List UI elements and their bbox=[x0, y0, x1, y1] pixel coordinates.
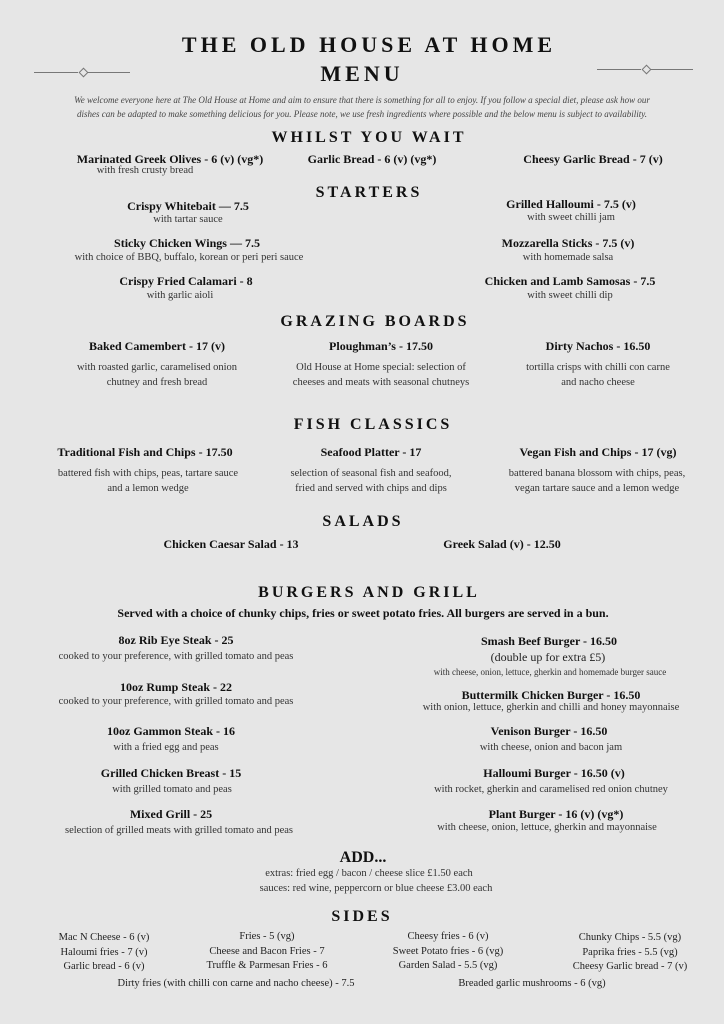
menu-item-name: Grilled Chicken Breast - 15 bbox=[100, 766, 242, 780]
menu-item-name: Plant Burger - 16 (v) (vg*) bbox=[488, 807, 624, 821]
add-sauces: sauces: red wine, peppercorn or blue cheese £3.00 each bbox=[259, 883, 493, 894]
intro-text: We welcome everyone here at The Old House at Home and aim to ensure that there is something for all to enjoy. If you follow a special diet, please ask how our dishes can be adapted to make something delicious for you. Please note, we use fresh ingredients where possible and the below menu is subject to availability. bbox=[74, 95, 650, 119]
menu-item-desc: tortilla crisps with chilli con carne and nacho cheese bbox=[526, 362, 670, 388]
menu-item-desc: with cheese, onion, lettuce, gherkin and homemade burger sauce bbox=[433, 667, 667, 677]
menu-item-name: Dirty Nachos - 16.50 bbox=[545, 339, 651, 353]
menu-item-desc: cooked to your preference, with grilled tomato and peas bbox=[58, 651, 294, 662]
menu-item-name: Halloumi Burger - 16.50 (v) bbox=[483, 766, 625, 780]
section-burgers-heading: BURGERS AND GRILL bbox=[258, 584, 480, 601]
menu-subtitle: MENU bbox=[320, 61, 404, 86]
menu-item-extra: (double up for extra £5) bbox=[490, 650, 606, 664]
menu-item-name: Chicken Caesar Salad - 13 bbox=[163, 537, 299, 551]
side-item: Mac N Cheese - 6 (v) bbox=[58, 932, 150, 943]
menu-item-desc: battered fish with chips, peas, tartare sauce and a lemon wedge bbox=[57, 468, 239, 494]
menu-item-name: Chicken and Lamb Samosas - 7.5 bbox=[484, 274, 656, 288]
menu-item-name: Crispy Fried Calamari - 8 bbox=[119, 274, 253, 288]
side-item: Truffle & Parmesan Fries - 6 bbox=[206, 960, 328, 971]
menu-item-desc: with grilled tomato and peas bbox=[112, 784, 232, 795]
section-salads-heading: SALADS bbox=[322, 513, 404, 530]
menu-item-desc: selection of seasonal fish and seafood, fried and served with chips and dips bbox=[290, 468, 452, 494]
menu-item-name: Traditional Fish and Chips - 17.50 bbox=[57, 445, 233, 459]
sides-column-2 bbox=[206, 930, 327, 974]
menu-item-desc: with cheese, onion and bacon jam bbox=[479, 742, 623, 753]
side-item: Fries - 5 (vg) bbox=[239, 931, 295, 942]
menu-item-name: Ploughman’s - 17.50 bbox=[329, 339, 433, 353]
menu-item-desc: with rocket, gherkin and caramelised red onion chutney bbox=[434, 784, 668, 795]
side-item: Haloumi fries - 7 (v) bbox=[60, 946, 148, 958]
section-whilst-heading: WHILST YOU WAIT bbox=[271, 129, 467, 146]
menu-item-name: 8oz Rib Eye Steak - 25 bbox=[118, 633, 234, 647]
menu-item-name: Smash Beef Burger - 16.50 bbox=[480, 634, 618, 648]
side-item: Cheesy Garlic bread - 7 (v) bbox=[572, 961, 688, 972]
menu-item-name: Vegan Fish and Chips - 17 (vg) bbox=[519, 445, 677, 459]
menu-item-desc: with roasted garlic, caramelised onion chutney and fresh bread bbox=[76, 362, 238, 388]
menu-item-desc: with tartar sauce bbox=[153, 214, 223, 225]
section-starters-heading: STARTERS bbox=[315, 184, 423, 201]
side-item: Sweet Potato fries - 6 (vg) bbox=[392, 945, 504, 957]
menu-item-name: Mixed Grill - 25 bbox=[129, 807, 213, 821]
menu-item-desc: with cheese, onion, lettuce, gherkin and mayonnaise bbox=[437, 822, 657, 833]
side-item: Paprika fries - 5.5 (vg) bbox=[582, 946, 678, 958]
menu-item-name: Garlic Bread - 6 (v) (vg*) bbox=[307, 152, 437, 166]
menu-item-name: Greek Salad (v) - 12.50 bbox=[443, 537, 561, 551]
burgers-note: Served with a choice of chunky chips, fries or sweet potato fries. All burgers are served in a bun. bbox=[117, 606, 609, 620]
menu-item-name: Cheesy Garlic Bread - 7 (v) bbox=[523, 152, 663, 166]
menu-item-desc: selection of grilled meats with grilled tomato and peas bbox=[64, 825, 294, 836]
menu-item-name: Baked Camembert - 17 (v) bbox=[89, 339, 225, 353]
side-item: Chunky Chips - 5.5 (vg) bbox=[578, 932, 682, 943]
side-item: Garden Salad - 5.5 (vg) bbox=[398, 960, 498, 971]
side-item: Cheese and Bacon Fries - 7 bbox=[209, 945, 325, 957]
side-item: Breaded garlic mushrooms - 6 (vg) bbox=[458, 978, 606, 989]
menu-item-name: Mozzarella Sticks - 7.5 (v) bbox=[501, 236, 635, 250]
menu-item-desc: with garlic aioli bbox=[146, 290, 214, 301]
menu-item-desc: with sweet chilli dip bbox=[527, 290, 613, 301]
menu-item-desc: Old House at Home special: selection of cheeses and meats with seasonal chutneys bbox=[292, 362, 470, 388]
side-item: Cheesy fries - 6 (v) bbox=[407, 931, 489, 942]
menu-item-desc: with sweet chilli jam bbox=[527, 212, 615, 223]
menu-item-desc: with onion, lettuce, gherkin and chilli and honey mayonnaise bbox=[422, 702, 680, 713]
menu-item-desc: with fresh crusty bread bbox=[96, 165, 194, 176]
side-item: Garlic bread - 6 (v) bbox=[63, 961, 145, 972]
menu-item-desc: battered banana blossom with chips, peas, vegan tartare sauce and a lemon wedge bbox=[508, 468, 686, 494]
menu-item-name: Sticky Chicken Wings — 7.5 bbox=[114, 236, 260, 250]
menu-item-desc: cooked to your preference, with grilled tomato and peas bbox=[58, 696, 294, 707]
sides-column-3 bbox=[393, 930, 504, 974]
menu-item-name: 10oz Rump Steak - 22 bbox=[119, 680, 233, 694]
menu-title: THE OLD HOUSE AT HOME bbox=[181, 32, 557, 57]
section-fish-heading: FISH CLASSICS bbox=[293, 416, 453, 433]
menu-item-name: Buttermilk Chicken Burger - 16.50 bbox=[461, 688, 641, 702]
menu-item-desc: with choice of BBQ, buffalo, korean or peri peri sauce bbox=[74, 252, 304, 263]
menu-item-name: Venison Burger - 16.50 bbox=[490, 724, 608, 738]
menu-item-name: Seafood Platter - 17 bbox=[320, 445, 422, 459]
menu-item-desc: with homemade salsa bbox=[522, 252, 614, 263]
menu-item-name: Crispy Whitebait — 7.5 bbox=[127, 199, 249, 213]
menu-item-desc: with a fried egg and peas bbox=[113, 742, 219, 753]
menu-item-name: Marinated Greek Olives - 6 (v) (vg*) bbox=[76, 152, 264, 166]
menu-item-name: Grilled Halloumi - 7.5 (v) bbox=[506, 197, 636, 211]
section-grazing-heading: GRAZING BOARDS bbox=[280, 313, 470, 330]
add-heading: ADD... bbox=[339, 849, 387, 866]
add-extras: extras: fried egg / bacon / cheese slice £1.50 each bbox=[265, 868, 473, 879]
sides-column-1 bbox=[59, 931, 150, 975]
side-item: Dirty fries (with chilli con carne and nacho cheese) - 7.5 bbox=[117, 978, 355, 989]
menu-item-name: 10oz Gammon Steak - 16 bbox=[107, 724, 235, 738]
section-sides-heading: SIDES bbox=[331, 908, 393, 925]
sides-column-4 bbox=[573, 931, 688, 975]
